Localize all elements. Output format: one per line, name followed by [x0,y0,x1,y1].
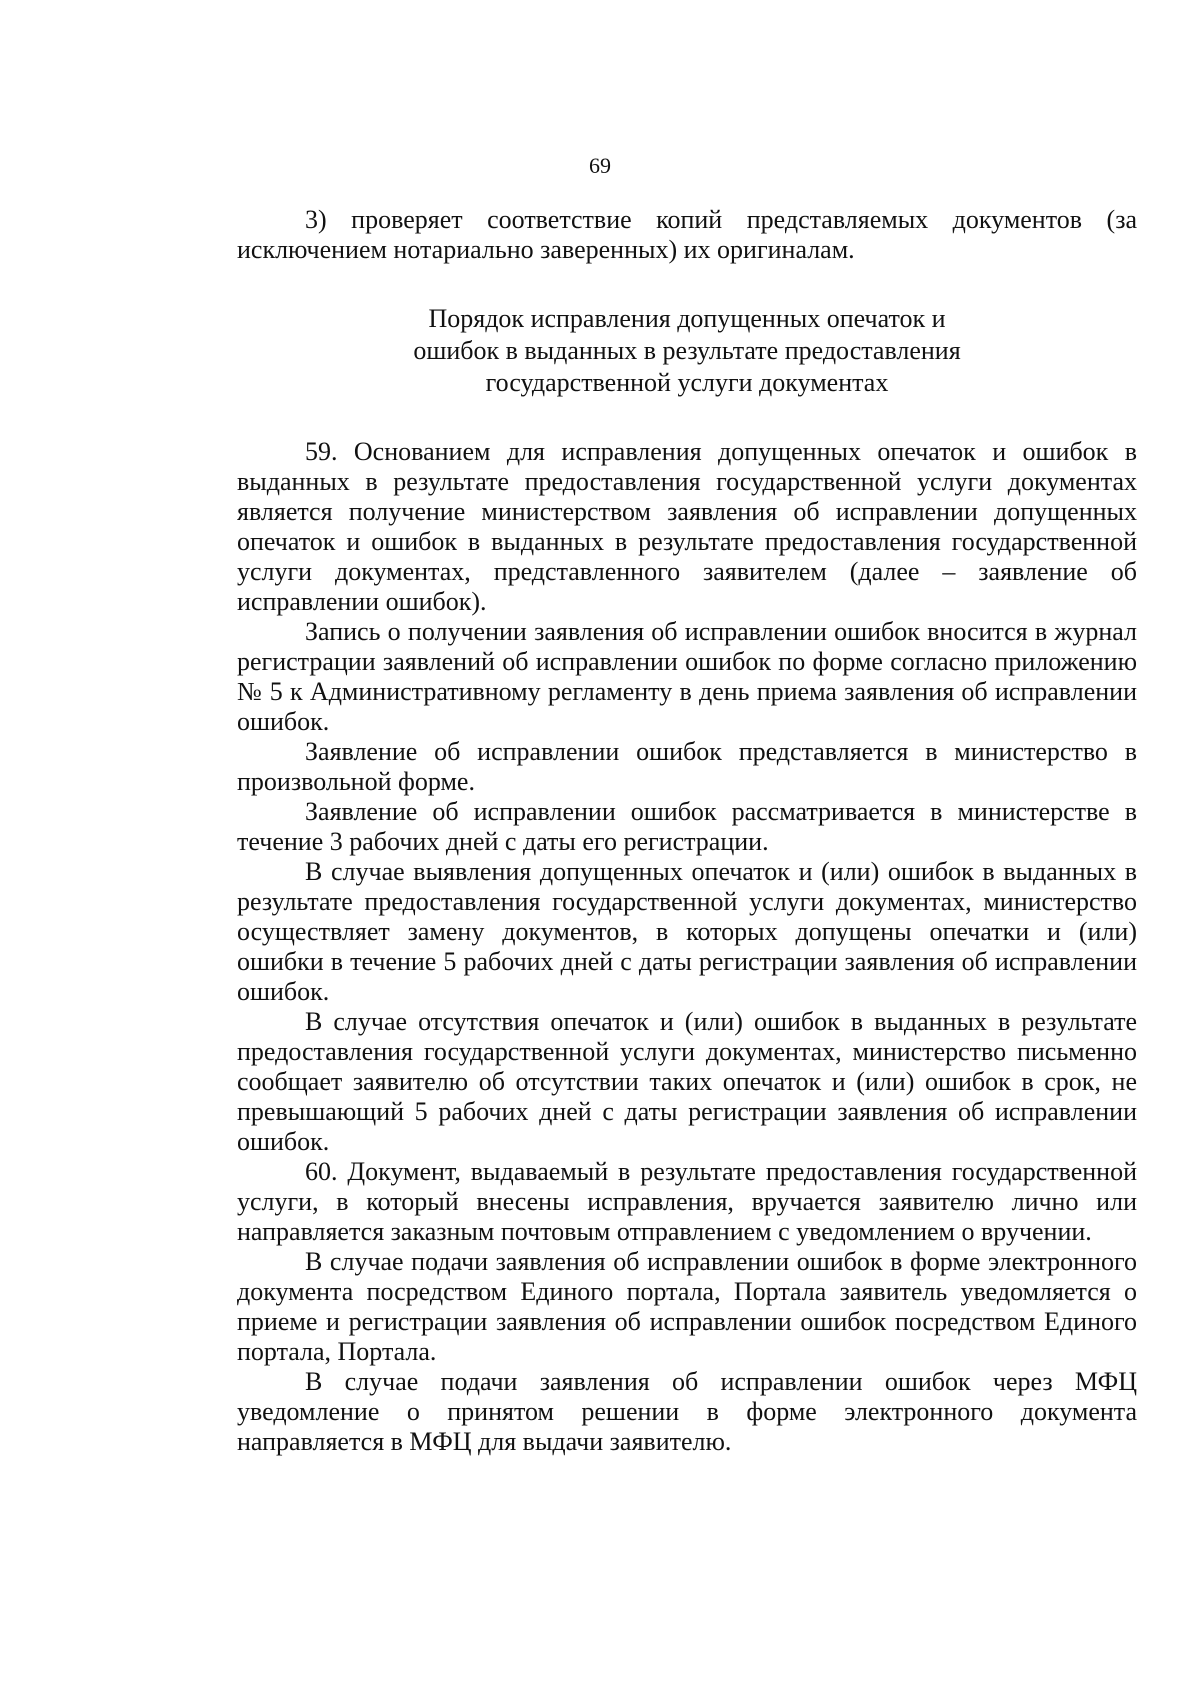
paragraph-electronic-submission: В случае подачи заявления об исправлении ошибок в форме электронного документа посредством Единого портала, Портала заявитель уведомляется о приеме и регистрации заявления об исправлении ошибок посредством Единого портала, Портала. [237,1247,1137,1366]
paragraph-review-period: Заявление об исправлении ошибок рассматривается в министерстве в течение 3 рабочих дней с даты его регистрации. [237,797,1137,856]
paragraph-errors-found: В случае выявления допущенных опечаток и (или) ошибок в выданных в результате предоставления государственной услуги документах, министерство осуществляет замену документов, в которых допущены опечатки и (или) ошибки в течение 5 рабочих дней с даты регистрации заявления об исправлении ошибок. [237,857,1137,1006]
paragraph-free-form: Заявление об исправлении ошибок представляется в министерство в произвольной форме. [237,737,1137,796]
section-heading-line: Порядок исправления допущенных опечаток и [428,304,946,333]
paragraph-60: 60. Документ, выдаваемый в результате предоставления государственной услуги, в который внесены исправления, вручается заявителю лично или направляется заказным почтовым отправлением с уведомлением о вручении. [237,1157,1137,1246]
section-heading-line: государственной услуги документах [485,368,889,397]
section-heading [237,303,1137,399]
intro-paragraph: 3) проверяет соответствие копий представляемых документов (за исключением нотариально заверенных) их оригиналам. [237,205,1137,264]
paragraph-registration-record: Запись о получении заявления об исправлении ошибок вносится в журнал регистрации заявлений об исправлении ошибок по форме согласно приложению № 5 к Административному регламенту в день приема заявления об исправлении ошибок. [237,617,1137,736]
section-heading-line: ошибок в выданных в результате предоставления [413,336,961,365]
document-body [237,205,1137,1457]
paragraph-59: 59. Основанием для исправления допущенных опечаток и ошибок в выданных в результате предоставления государственной услуги документах является получение министерством заявления об исправлении допущенных опечаток и ошибок в выданных в результате предоставления государственной услуги документах, представленного заявителем (далее – заявление об исправлении ошибок). [237,437,1137,616]
paragraph-mfc-submission: В случае подачи заявления об исправлении ошибок через МФЦ уведомление о принятом решении в форме электронного документа направляется в МФЦ для выдачи заявителю. [237,1367,1137,1456]
page-number: 69 [589,153,611,178]
paragraph-no-errors: В случае отсутствия опечаток и (или) ошибок в выданных в результате предоставления государственной услуги документах, министерство письменно сообщает заявителю об отсутствии таких опечаток и (или) ошибок в срок, не превышающий 5 рабочих дней с даты регистрации заявления об исправлении ошибок. [237,1007,1137,1156]
